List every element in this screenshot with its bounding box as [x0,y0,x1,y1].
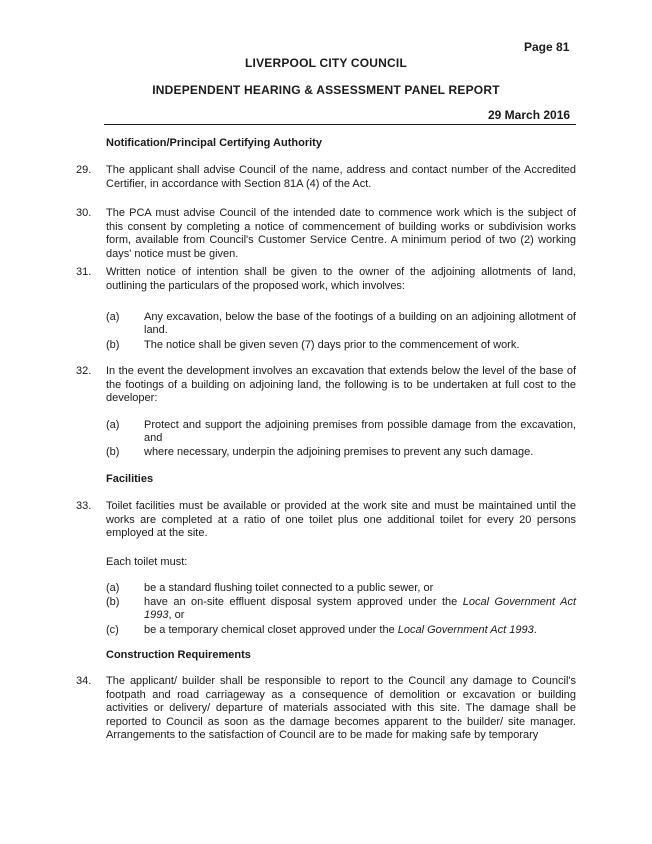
clause-text: The applicant/ builder shall be responsible to report to the Council any damage to Council's footpath and road carriageway as a consequence of demolition or excavation or building activities or delivery/ departure of materials associated with this site. The damage shall be reported to Council as soon as the damage becomes apparent to the builder/ site manager. Arrangements to the satisfaction of Council are to be made for making safe by temporary [106,675,576,742]
clause-32 [76,365,576,406]
list-intro: Each toilet must: [106,556,188,568]
clause-number: 33. [76,500,92,512]
item-text-after: , or [168,609,185,622]
list-item [106,446,576,459]
item-text-before: be a temporary chemical closet approved under the [144,624,398,636]
item-text [144,596,576,622]
item-label: (b) [106,596,120,608]
clause-number: 31. [76,266,92,278]
council-name: LIVERPOOL CITY COUNCIL [245,56,407,70]
clause-text: In the event the development involves an excavation that extends below the level of the base of the footings of a building on adjoining land, the following is to be undertaken at full cost to the developer: [106,365,576,405]
clause-29 [76,164,576,191]
list-item [106,419,576,445]
clause-text: Written notice of intention shall be given to the owner of the adjoining allotments of land, outlining the particulars of the proposed work, which involves: [106,266,576,292]
clause-text: Toilet facilities must be available or provided at the work site and must be maintained until the works are completed at a ratio of one toilet plus one additional toilet for every 20 persons employed at the site. [106,500,576,540]
item-label: (c) [106,624,119,636]
item-label: (b) [106,339,120,351]
clause-number: 30. [76,207,92,219]
item-text [144,624,576,637]
clause-text: The PCA must advise Council of the intended date to commence work which is the subject of this consent by completing a notice of commencement of building works or subdivision works form, available from Council's Customer Service Centre. A minimum period of two (2) working days' notice must be given. [106,207,576,260]
act-name: Local Government Act 1993 [144,596,577,622]
item-text: Protect and support the adjoining premises from possible damage from the excavation, and [144,419,576,445]
act-name: Local Government Act 1993 [397,624,534,636]
clause-number: 32. [76,365,92,377]
item-label: (a) [106,419,120,431]
item-label: (a) [106,311,120,323]
list-item [106,311,576,337]
section-heading-notification: Notification/Principal Certifying Authority [106,137,322,149]
section-heading-facilities: Facilities [106,473,154,485]
list-item [106,582,576,595]
section-heading-construction: Construction Requirements [106,649,251,661]
clause-number: 29. [76,164,92,176]
item-text: be a standard flushing toilet connected to a public sewer, or [144,582,434,594]
clause-31 [76,266,576,293]
item-label: (b) [106,446,120,458]
header-rule [104,124,576,125]
list-item [106,339,576,352]
clause-number: 34. [76,675,92,687]
report-date: 29 March 2016 [488,108,571,122]
list-item [106,624,576,637]
item-text-before: have an on-site effluent disposal system approved under the [144,596,463,608]
item-text: where necessary, underpin the adjoining premises to prevent any such damage. [144,446,534,458]
item-text: Any excavation, below the base of the footings of a building on an adjoining allotment of land. [144,311,576,337]
report-title: INDEPENDENT HEARING & ASSESSMENT PANEL REPORT [152,83,500,97]
clause-34 [76,675,576,743]
clause-33 [76,500,576,541]
item-text: The notice shall be given seven (7) days prior to the commencement of work. [144,339,520,351]
item-text-after: . [533,624,537,636]
clause-text: The applicant shall advise Council of the name, address and contact number of the Accredited Certifier, in accordance with Section 81A (4) of the Act. [106,164,576,190]
clause-30 [76,207,576,261]
item-label: (a) [106,582,120,594]
list-item [106,596,576,622]
page-number: Page 81 [524,40,570,54]
